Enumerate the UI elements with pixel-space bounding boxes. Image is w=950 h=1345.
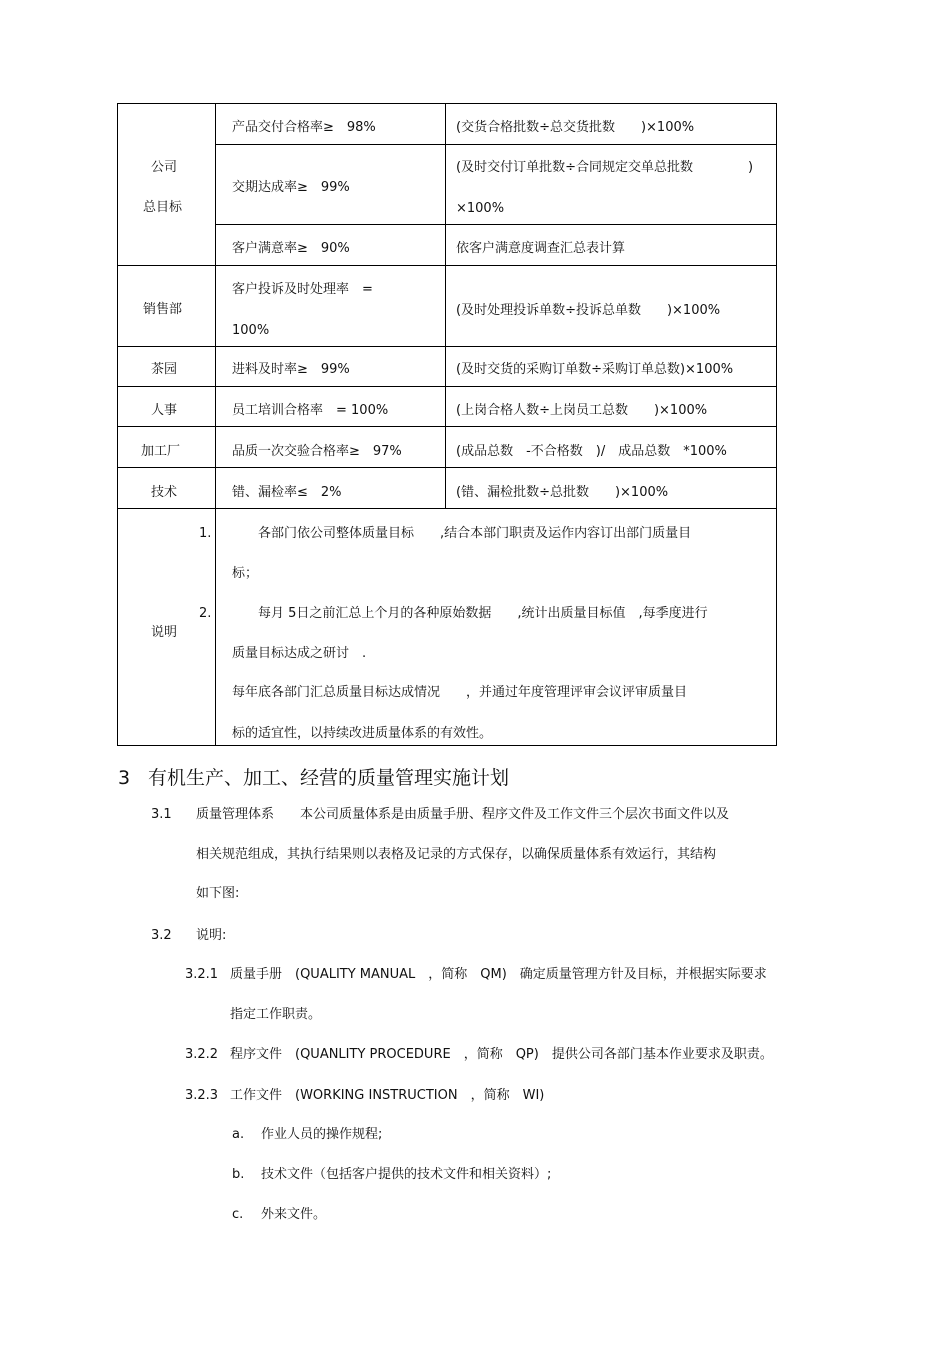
- section-3-2-number: 3.2: [151, 928, 172, 943]
- list-item-a-mark: a.: [232, 1127, 245, 1142]
- note-3-cont: 标的适宜性，以持续改进质量体系的有效性。: [232, 726, 493, 741]
- formula-on-time-rate-close: ): [748, 160, 754, 175]
- metric-complaint-handling: 客户投诉及时处理率 =: [232, 282, 373, 297]
- table-subrow-divider: [215, 224, 777, 225]
- section-3-number: 3: [118, 767, 131, 789]
- table-border-bottom: [117, 745, 777, 746]
- note-1-text: 各部门依公司整体质量目标 ,结合本部门职责及运作内容订出部门质量目: [258, 526, 692, 541]
- section-3-1-line-1: 质量管理体系 本公司质量体系是由质量手册、程序文件及工作文件三个层次书面文件以及: [196, 807, 730, 822]
- section-3-heading: [118, 763, 509, 790]
- section-3-2-3-number: 3.2.3: [185, 1088, 219, 1103]
- list-item-a-text: 作业人员的操作规程;: [261, 1127, 383, 1142]
- section-3-title: 有机生产、加工、经营的质量管理实施计划: [148, 767, 510, 789]
- row-label-notes: 说明: [151, 625, 178, 640]
- table-border-left: [117, 103, 118, 746]
- table-border-top: [117, 103, 777, 104]
- section-3-1-number: 3.1: [151, 807, 172, 822]
- row-label-sales: 销售部: [143, 302, 183, 317]
- formula-error-rate: (错、漏检批数÷总批数 )×100%: [456, 485, 669, 500]
- row-label-tea-garden: 茶园: [151, 362, 178, 377]
- note-number-1: 1.: [199, 526, 212, 541]
- metric-delivery-pass-rate: 产品交付合格率≥ 98%: [232, 120, 376, 135]
- metric-on-time-rate: 交期达成率≥ 99%: [232, 180, 350, 195]
- section-3-2-2-text: 程序文件 (QUANLITY PROCEDURE ，简称 QP) 提供公司各部门基本作业要求及职责。: [230, 1047, 773, 1062]
- formula-first-pass-rate: (成品总数 -不合格数 )/ 成品总数 *100%: [456, 444, 727, 459]
- row-label-factory: 加工厂: [141, 444, 181, 459]
- table-row-divider: [117, 426, 777, 427]
- table-row-divider: [117, 467, 777, 468]
- section-3-2-text: 说明:: [196, 928, 227, 943]
- row-label-company: 公司: [151, 160, 178, 175]
- metric-first-pass-rate: 品质一次交验合格率≥ 97%: [232, 444, 402, 459]
- section-3-2-3-text: 工作文件 (WORKING INSTRUCTION ，简称 WI): [230, 1088, 545, 1103]
- row-label-company-target: 总目标: [143, 200, 183, 215]
- formula-training-pass-rate: (上岗合格人数÷上岗员工总数 )×100%: [456, 403, 708, 418]
- note-1-cont: 标；: [232, 566, 259, 581]
- section-3-2-1-number: 3.2.1: [185, 967, 219, 982]
- metric-training-pass-rate: 员工培训合格率 = 100%: [232, 403, 389, 418]
- list-item-c-text: 外来文件。: [261, 1207, 327, 1222]
- section-3-1-line-3: 如下图:: [196, 886, 240, 901]
- section-3-2-2-number: 3.2.2: [185, 1047, 219, 1062]
- formula-delivery-pass-rate: (交货合格批数÷总交货批数 )×100%: [456, 120, 695, 135]
- section-3-2-1-line-2: 指定工作职责。: [230, 1007, 322, 1022]
- table-row-divider: [117, 508, 777, 509]
- row-label-hr: 人事: [151, 403, 178, 418]
- formula-material-on-time: (及时交货的采购订单数÷采购订单总数)×100%: [456, 362, 734, 377]
- table-row-divider: [117, 265, 777, 266]
- table-divider-col1: [215, 103, 216, 746]
- quality-target-table: [117, 103, 777, 746]
- row-label-tech: 技术: [151, 485, 178, 500]
- formula-on-time-rate-cont: ×100%: [456, 201, 505, 216]
- formula-on-time-rate: (及时交付订单批数÷合同规定交单总批数: [456, 160, 693, 175]
- list-item-b-text: 技术文件（包括客户提供的技术文件和相关资料）;: [261, 1167, 552, 1182]
- note-3-text: 每年底各部门汇总质量目标达成情况 ，并通过年度管理评审会议评审质量目: [232, 685, 688, 700]
- formula-customer-satisfaction: 依客户满意度调查汇总表计算: [456, 241, 626, 256]
- metric-customer-satisfaction: 客户满意率≥ 90%: [232, 241, 350, 256]
- note-2-cont: 质量目标达成之研讨 .: [232, 646, 367, 661]
- note-number-2: 2.: [199, 606, 212, 621]
- table-row-divider: [117, 346, 777, 347]
- formula-complaint-handling: (及时处理投诉单数÷投诉总单数 )×100%: [456, 303, 721, 318]
- table-subrow-divider: [215, 144, 777, 145]
- section-3-1-line-2: 相关规范组成，其执行结果则以表格及记录的方式保存，以确保质量体系有效运行，其结构: [196, 847, 717, 862]
- list-item-c-mark: c.: [232, 1207, 244, 1222]
- table-divider-col2: [445, 103, 446, 508]
- metric-material-on-time: 进料及时率≥ 99%: [232, 362, 350, 377]
- list-item-b-mark: b.: [232, 1167, 245, 1182]
- table-row-divider: [117, 386, 777, 387]
- metric-error-rate: 错、漏检率≤ 2%: [232, 485, 342, 500]
- metric-complaint-handling-cont: 100%: [232, 323, 270, 338]
- section-3-2-1-line-1: 质量手册 (QUALITY MANUAL ，简称 QM) 确定质量管理方针及目标，并根据实际要求: [230, 967, 767, 982]
- table-border-right: [776, 103, 777, 746]
- note-2-text: 每月 5日之前汇总上个月的各种原始数据 ,统计出质量目标值 ,每季度进行: [258, 606, 708, 621]
